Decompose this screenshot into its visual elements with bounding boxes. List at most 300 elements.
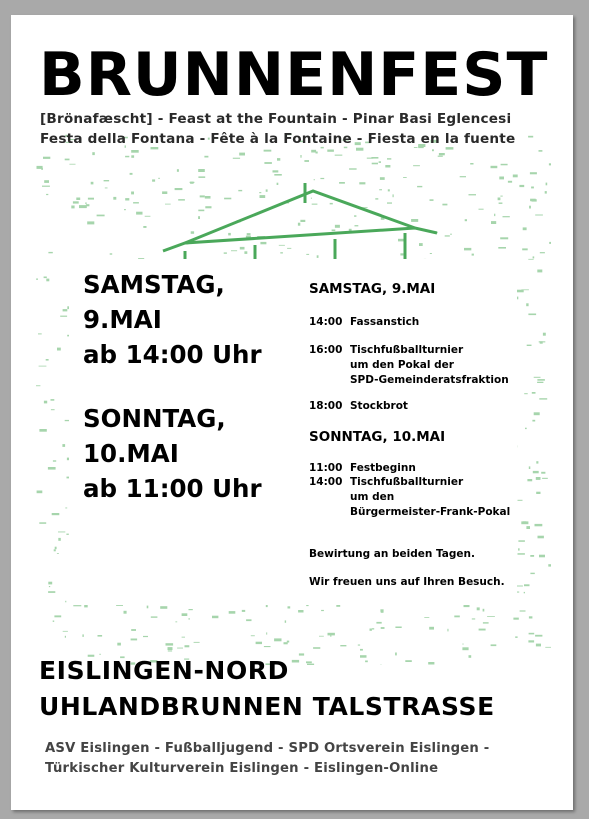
green-speck [125, 198, 129, 200]
green-speck [277, 183, 279, 185]
green-speck [321, 610, 324, 611]
green-speck [424, 617, 429, 618]
green-speck [65, 508, 67, 509]
poster-page [11, 15, 573, 810]
green-speck [136, 212, 142, 215]
green-speck [240, 247, 245, 250]
green-speck [46, 279, 49, 282]
green-speck [332, 230, 336, 232]
green-speck [446, 147, 454, 150]
green-speck [46, 194, 48, 195]
green-speck [494, 214, 495, 216]
green-speck [524, 592, 525, 593]
green-speck [177, 169, 179, 172]
green-speck [58, 538, 61, 541]
green-speck [198, 169, 205, 172]
green-speck [204, 156, 208, 158]
green-speck [185, 645, 190, 647]
green-speck [380, 177, 385, 180]
green-speck [400, 253, 403, 255]
organizers-line-2: Türkischer Kulturverein Eislingen - Eislingen-Online [45, 761, 439, 776]
green-speck [515, 636, 517, 638]
green-speck [229, 611, 236, 614]
sunday-start-time: ab 11:00 Uhr [83, 474, 262, 503]
green-speck [256, 642, 262, 644]
green-speck [76, 198, 80, 201]
green-speck [518, 540, 525, 542]
green-speck [541, 472, 545, 474]
schedule-time: 14:00 [309, 476, 343, 488]
green-speck [231, 250, 237, 251]
schedule-heading-saturday: SAMSTAG, 9.MAI [309, 281, 436, 297]
schedule-time: 11:00 [309, 462, 343, 474]
green-speck [491, 644, 497, 646]
green-speck [528, 640, 534, 642]
green-speck [178, 199, 185, 201]
schedule-item [309, 343, 509, 388]
green-speck [354, 215, 356, 217]
venue-district: EISLINGEN-NORD [39, 656, 290, 685]
green-speck [532, 420, 535, 422]
green-speck [359, 182, 365, 184]
green-speck [549, 242, 551, 244]
green-speck [536, 461, 538, 463]
green-speck [524, 584, 530, 586]
saturday-start-time: ab 14:00 Uhr [83, 340, 262, 369]
green-speck [430, 199, 434, 201]
green-speck [534, 377, 541, 378]
green-speck [527, 345, 532, 346]
green-speck [194, 642, 200, 643]
green-speck [124, 209, 126, 210]
organizers-line-1: ASV Eislingen - Fußballjugend - SPD Ortsverein Eislingen - [45, 741, 490, 756]
green-speck [330, 635, 331, 637]
green-speck [105, 188, 108, 189]
poster-title: BRUNNENFEST [39, 40, 549, 110]
green-speck [539, 341, 546, 342]
green-speck [539, 555, 545, 558]
green-speck [182, 637, 185, 638]
green-speck [403, 177, 407, 178]
green-speck [479, 209, 484, 210]
green-speck [367, 158, 374, 159]
green-speck [60, 316, 67, 317]
green-speck [238, 190, 242, 191]
green-speck [292, 660, 299, 663]
green-speck [97, 215, 105, 217]
green-speck [527, 479, 532, 481]
green-speck [131, 155, 134, 158]
green-speck [528, 136, 533, 138]
green-speck [381, 627, 385, 629]
green-speck [104, 180, 110, 181]
green-speck [287, 248, 291, 249]
schedule-description: Stockbrot [350, 400, 408, 412]
green-speck [335, 155, 343, 156]
schedule-description: Festbeginn [350, 462, 416, 474]
green-speck [460, 176, 466, 177]
welcome-note: Wir freuen uns auf Ihren Besuch. [309, 576, 505, 588]
green-speck [39, 429, 46, 432]
green-speck [190, 182, 195, 183]
green-speck [526, 303, 528, 306]
green-speck [42, 186, 50, 187]
green-speck [526, 526, 530, 529]
schedule-description: Fassanstich [350, 316, 420, 328]
green-speck [513, 175, 518, 178]
green-speck [57, 553, 59, 554]
green-speck [264, 162, 272, 164]
green-speck [63, 309, 68, 311]
green-speck [376, 622, 381, 624]
green-speck [499, 177, 504, 180]
green-speck [175, 188, 183, 190]
green-speck [445, 235, 450, 236]
green-speck [212, 616, 218, 619]
green-speck [536, 492, 540, 494]
green-speck [535, 635, 542, 637]
venue-address: UHLANDBRUNNEN TALSTRASSE [39, 692, 495, 721]
schedule-item [309, 399, 408, 414]
green-speck [113, 197, 116, 200]
schedule-description: Tischfußballturnier [350, 344, 464, 356]
green-speck [548, 564, 551, 566]
green-speck [430, 253, 432, 254]
green-speck [533, 256, 535, 258]
green-speck [244, 251, 247, 254]
green-speck [356, 148, 363, 151]
green-speck [419, 243, 423, 246]
schedule-item [309, 461, 416, 476]
green-speck [327, 150, 334, 152]
green-speck [299, 653, 304, 655]
green-speck [529, 616, 533, 618]
green-speck [44, 277, 47, 279]
green-speck [349, 168, 357, 169]
sunday-date: 10.MAI [83, 439, 179, 468]
green-speck [73, 605, 81, 606]
green-speck [51, 409, 55, 410]
green-speck [537, 379, 545, 381]
green-speck [189, 618, 190, 619]
green-speck [520, 610, 526, 611]
green-speck [487, 616, 495, 617]
green-speck [131, 192, 134, 195]
green-speck [498, 247, 506, 249]
green-speck [175, 621, 177, 622]
green-speck [534, 412, 540, 415]
green-speck [99, 654, 101, 655]
schedule-description: um den Pokal der [350, 359, 454, 371]
green-speck [110, 253, 113, 254]
green-speck [117, 643, 121, 646]
green-speck [464, 605, 470, 607]
green-speck [538, 536, 544, 539]
green-speck [166, 643, 174, 645]
green-speck [528, 259, 533, 260]
green-speck [73, 201, 79, 203]
green-speck [387, 158, 391, 159]
green-speck [246, 619, 251, 621]
green-speck [205, 206, 211, 208]
green-speck [44, 180, 49, 183]
green-speck [88, 198, 94, 200]
green-speck [372, 628, 374, 629]
green-speck [91, 182, 94, 185]
green-speck [447, 629, 448, 632]
green-speck [545, 191, 547, 194]
green-speck [125, 156, 129, 158]
green-speck [38, 333, 42, 334]
green-speck [165, 204, 171, 205]
green-speck [381, 611, 384, 613]
saturday-date: 9.MAI [83, 305, 162, 334]
green-speck [518, 500, 523, 501]
green-speck [450, 234, 451, 235]
green-speck [464, 248, 471, 251]
green-speck [36, 385, 40, 386]
green-speck [469, 655, 472, 658]
green-speck [395, 653, 397, 656]
green-speck [320, 178, 324, 179]
green-speck [298, 223, 300, 226]
green-speck [360, 655, 367, 658]
green-speck [360, 649, 363, 651]
green-speck [498, 198, 501, 201]
green-speck [379, 189, 382, 190]
green-speck [405, 660, 412, 662]
green-speck [522, 248, 528, 250]
green-speck [65, 159, 70, 161]
green-speck [372, 163, 378, 165]
green-speck [491, 166, 498, 168]
green-speck [52, 513, 60, 515]
green-speck [277, 158, 280, 161]
green-speck [513, 618, 518, 620]
green-speck [523, 227, 527, 230]
green-speck [472, 254, 474, 256]
green-speck [224, 252, 227, 253]
green-speck [549, 163, 551, 165]
green-speck [539, 150, 543, 152]
catering-note: Bewirtung an beiden Tagen. [309, 548, 475, 560]
green-speck [500, 196, 502, 197]
green-speck [533, 471, 539, 473]
green-speck [162, 191, 167, 194]
green-speck [124, 611, 127, 614]
green-speck [198, 210, 204, 212]
green-speck [432, 149, 434, 151]
green-speck [274, 638, 281, 641]
green-speck [274, 174, 282, 176]
green-speck [247, 233, 251, 235]
green-speck [62, 444, 65, 447]
green-speck [517, 586, 523, 587]
green-speck [521, 289, 529, 290]
green-speck [521, 521, 528, 524]
green-speck [477, 607, 480, 610]
green-speck [98, 635, 103, 637]
green-speck [168, 650, 172, 651]
green-speck [532, 392, 536, 394]
saturday-date-block [83, 267, 262, 372]
green-speck [454, 616, 460, 618]
green-speck [417, 186, 422, 187]
green-speck [395, 627, 401, 629]
green-speck [158, 178, 160, 179]
green-speck [528, 314, 536, 316]
green-speck [463, 644, 464, 645]
green-speck [239, 153, 245, 156]
green-speck [285, 620, 286, 622]
green-speck [151, 616, 158, 617]
green-speck [524, 393, 528, 394]
green-speck [429, 627, 434, 630]
green-speck [365, 661, 368, 663]
green-speck [355, 225, 359, 226]
green-speck [57, 348, 61, 351]
green-speck [168, 647, 173, 650]
green-speck [53, 621, 55, 622]
green-speck [483, 622, 489, 623]
green-speck [264, 646, 271, 647]
green-speck [491, 221, 496, 224]
green-speck [388, 189, 390, 191]
saturday-day: SAMSTAG, [83, 270, 225, 299]
green-speck [442, 204, 447, 206]
green-speck [145, 216, 151, 217]
schedule-time: 18:00 [309, 400, 343, 412]
green-speck [130, 173, 133, 175]
schedule-time: 16:00 [309, 344, 343, 356]
green-speck [189, 609, 193, 610]
green-speck [300, 155, 301, 158]
green-speck [413, 165, 420, 166]
green-speck [49, 586, 50, 587]
green-speck [545, 647, 551, 648]
green-speck [518, 553, 525, 555]
green-speck [131, 639, 138, 641]
subtitle-translations-2: Festa della Fontana - Fête à la Fontaine - Fiesta en la fuente [40, 131, 516, 147]
green-speck [280, 252, 283, 253]
green-speck [518, 548, 520, 550]
green-speck [182, 613, 188, 616]
green-speck [205, 196, 211, 199]
green-speck [43, 157, 50, 159]
green-speck [530, 172, 537, 174]
green-speck [177, 648, 183, 649]
green-speck [312, 204, 318, 205]
green-speck [36, 279, 38, 280]
green-speck [300, 220, 305, 222]
green-speck [439, 153, 445, 155]
green-speck [530, 573, 534, 574]
green-speck [375, 198, 378, 199]
green-speck [379, 161, 381, 163]
green-speck [543, 333, 546, 336]
green-speck [536, 477, 541, 480]
schedule-description: um den [350, 491, 395, 503]
green-speck [321, 147, 324, 149]
green-speck [191, 231, 194, 234]
green-speck [537, 270, 542, 273]
green-speck [340, 645, 346, 646]
schedule-heading-sunday: SONNTAG, 10.MAI [309, 429, 446, 445]
green-speck [48, 467, 56, 470]
green-speck [529, 633, 535, 635]
green-speck [160, 606, 167, 609]
green-speck [542, 478, 548, 479]
green-speck [311, 150, 316, 153]
green-speck [224, 198, 231, 200]
green-speck [525, 428, 527, 429]
green-speck [358, 645, 360, 646]
schedule-description: SPD-Gemeinderatsfraktion [350, 374, 509, 386]
green-speck [540, 252, 545, 253]
green-speck [500, 237, 508, 239]
green-speck [48, 252, 52, 253]
green-speck [314, 179, 315, 180]
green-speck [462, 647, 468, 650]
info-box [69, 259, 517, 605]
green-speck [306, 254, 309, 255]
green-speck [469, 194, 477, 195]
green-speck [39, 522, 46, 524]
green-speck [264, 150, 272, 152]
green-speck [508, 181, 512, 183]
green-speck [54, 549, 56, 551]
schedule-description: Bürgermeister-Frank-Pokal [350, 506, 511, 518]
green-speck [306, 605, 308, 606]
green-speck [501, 164, 508, 166]
green-speck [529, 206, 531, 209]
green-speck [143, 636, 148, 637]
green-speck [499, 203, 503, 204]
green-speck [298, 610, 303, 613]
green-speck [311, 198, 312, 199]
green-speck [519, 185, 524, 187]
schedule-time: 14:00 [309, 316, 343, 328]
green-speck [529, 466, 531, 469]
green-speck [465, 219, 467, 221]
green-speck [133, 202, 139, 203]
green-speck [535, 524, 543, 526]
green-speck [37, 166, 43, 169]
green-speck [304, 160, 309, 162]
green-speck [530, 555, 534, 557]
green-speck [279, 245, 285, 246]
green-speck [535, 215, 543, 216]
green-speck [87, 221, 94, 224]
green-speck [428, 662, 434, 665]
green-speck [39, 366, 47, 367]
green-speck [233, 158, 240, 159]
green-speck [251, 635, 255, 636]
green-speck [317, 255, 319, 258]
green-speck [536, 644, 541, 647]
green-speck [472, 618, 475, 619]
green-speck [531, 187, 534, 189]
green-speck [330, 203, 333, 205]
green-speck [393, 194, 394, 197]
green-speck [48, 582, 52, 585]
green-speck [284, 642, 288, 644]
green-speck [306, 661, 312, 663]
green-speck [151, 147, 159, 149]
schedule-item [309, 475, 510, 520]
green-speck [438, 156, 443, 157]
green-speck [503, 216, 510, 217]
